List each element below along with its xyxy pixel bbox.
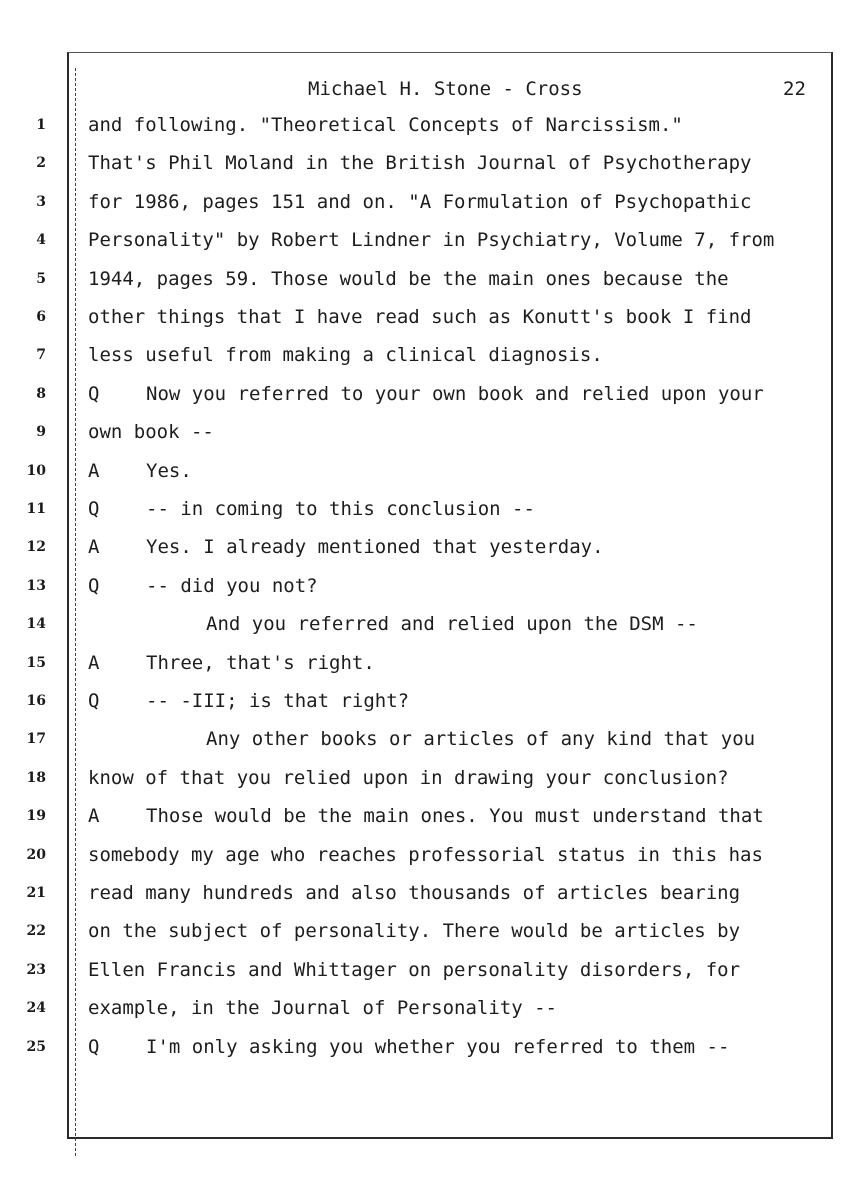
transcript-line <box>0 417 860 447</box>
line-number: 24 <box>26 1000 46 1016</box>
transcript-line <box>0 302 860 332</box>
speaker-label: Q <box>88 575 100 597</box>
transcript-line <box>0 264 860 294</box>
speaker-label: Q <box>88 690 100 712</box>
line-number: 5 <box>36 271 46 287</box>
line-text: Any other books or articles of any kind that you <box>206 728 756 750</box>
line-text: And you referred and relied upon the DSM -- <box>206 613 698 635</box>
line-text: and following. "Theoretical Concepts of Narcissism." <box>88 114 683 136</box>
line-text: read many hundreds and also thousands of articles bearing <box>88 882 741 904</box>
speaker-label: Q <box>88 383 100 405</box>
line-text: Those would be the main ones. You must understand that <box>146 805 764 827</box>
line-text: -- did you not? <box>146 575 318 597</box>
line-number: 13 <box>26 578 46 594</box>
speaker-label: A <box>88 805 100 827</box>
line-text: somebody my age who reaches professorial status in this has <box>88 844 763 866</box>
line-text: 1944, pages 59. Those would be the main ones because the <box>88 268 729 290</box>
transcript-line <box>0 916 860 946</box>
line-text: know of that you relied upon in drawing your conclusion? <box>88 767 729 789</box>
line-number: 2 <box>36 155 46 171</box>
transcript-line <box>0 187 860 217</box>
line-text: Ellen Francis and Whittager on personality disorders, for <box>88 959 741 981</box>
line-text: -- -III; is that right? <box>146 690 410 712</box>
transcript-line <box>0 379 860 409</box>
transcript-line <box>0 340 860 370</box>
line-text: Now you referred to your own book and relied upon your <box>146 383 764 405</box>
line-number: 12 <box>26 539 46 555</box>
line-number: 19 <box>26 808 46 824</box>
transcript-line <box>0 571 860 601</box>
line-number: 11 <box>26 501 46 517</box>
transcript-line <box>0 801 860 831</box>
transcript-line <box>0 763 860 793</box>
speaker-label: A <box>88 460 100 482</box>
line-text: example, in the Journal of Personality -- <box>88 997 557 1019</box>
line-text: own book -- <box>88 421 214 443</box>
transcript-line <box>0 494 860 524</box>
line-text: other things that I have read such as Konutt's book I find <box>88 306 752 328</box>
speaker-label: A <box>88 536 100 558</box>
transcript-line <box>0 456 860 486</box>
line-number: 4 <box>36 232 46 248</box>
transcript-line <box>0 993 860 1023</box>
line-number: 8 <box>36 386 46 402</box>
line-text: Personality" by Robert Lindner in Psychiatry, Volume 7, from <box>88 229 775 251</box>
line-text: on the subject of personality. There would be articles by <box>88 920 741 942</box>
line-text: I'm only asking you whether you referred to them -- <box>146 1036 730 1058</box>
line-number: 15 <box>26 655 46 671</box>
line-text: for 1986, pages 151 and on. "A Formulation of Psychopathic <box>88 191 752 213</box>
line-number: 6 <box>36 309 46 325</box>
transcript-line <box>0 609 860 639</box>
transcript-line <box>0 878 860 908</box>
line-text: Yes. <box>146 460 192 482</box>
transcript-line <box>0 148 860 178</box>
line-number: 23 <box>26 962 46 978</box>
transcript-line <box>0 110 860 140</box>
witness-examination-title: Michael H. Stone - Cross <box>308 78 583 100</box>
page-number: 22 <box>783 78 806 100</box>
line-text: less useful from making a clinical diagnosis. <box>88 344 603 366</box>
speaker-label: Q <box>88 498 100 520</box>
line-number: 9 <box>36 424 46 440</box>
line-text: Yes. I already mentioned that yesterday. <box>146 536 604 558</box>
transcript-line <box>0 225 860 255</box>
line-number: 3 <box>36 194 46 210</box>
line-number: 20 <box>26 847 46 863</box>
transcript-line <box>0 532 860 562</box>
speaker-label: A <box>88 652 100 674</box>
line-number: 10 <box>26 463 46 479</box>
line-number: 22 <box>26 923 46 939</box>
line-text: -- in coming to this conclusion -- <box>146 498 535 520</box>
transcript-line <box>0 1032 860 1062</box>
page-header <box>0 76 860 102</box>
line-number: 1 <box>36 117 46 133</box>
line-number: 16 <box>26 693 46 709</box>
line-number: 25 <box>26 1039 46 1055</box>
transcript-line <box>0 840 860 870</box>
line-number: 14 <box>26 616 46 632</box>
line-text: Three, that's right. <box>146 652 375 674</box>
line-text: That's Phil Moland in the British Journal of Psychotherapy <box>88 152 752 174</box>
speaker-label: Q <box>88 1036 100 1058</box>
transcript-line <box>0 648 860 678</box>
transcript-line <box>0 686 860 716</box>
line-number: 18 <box>26 770 46 786</box>
line-number: 7 <box>36 347 46 363</box>
line-number: 21 <box>26 885 46 901</box>
line-number: 17 <box>26 731 46 747</box>
transcript-line <box>0 724 860 754</box>
transcript-line <box>0 955 860 985</box>
